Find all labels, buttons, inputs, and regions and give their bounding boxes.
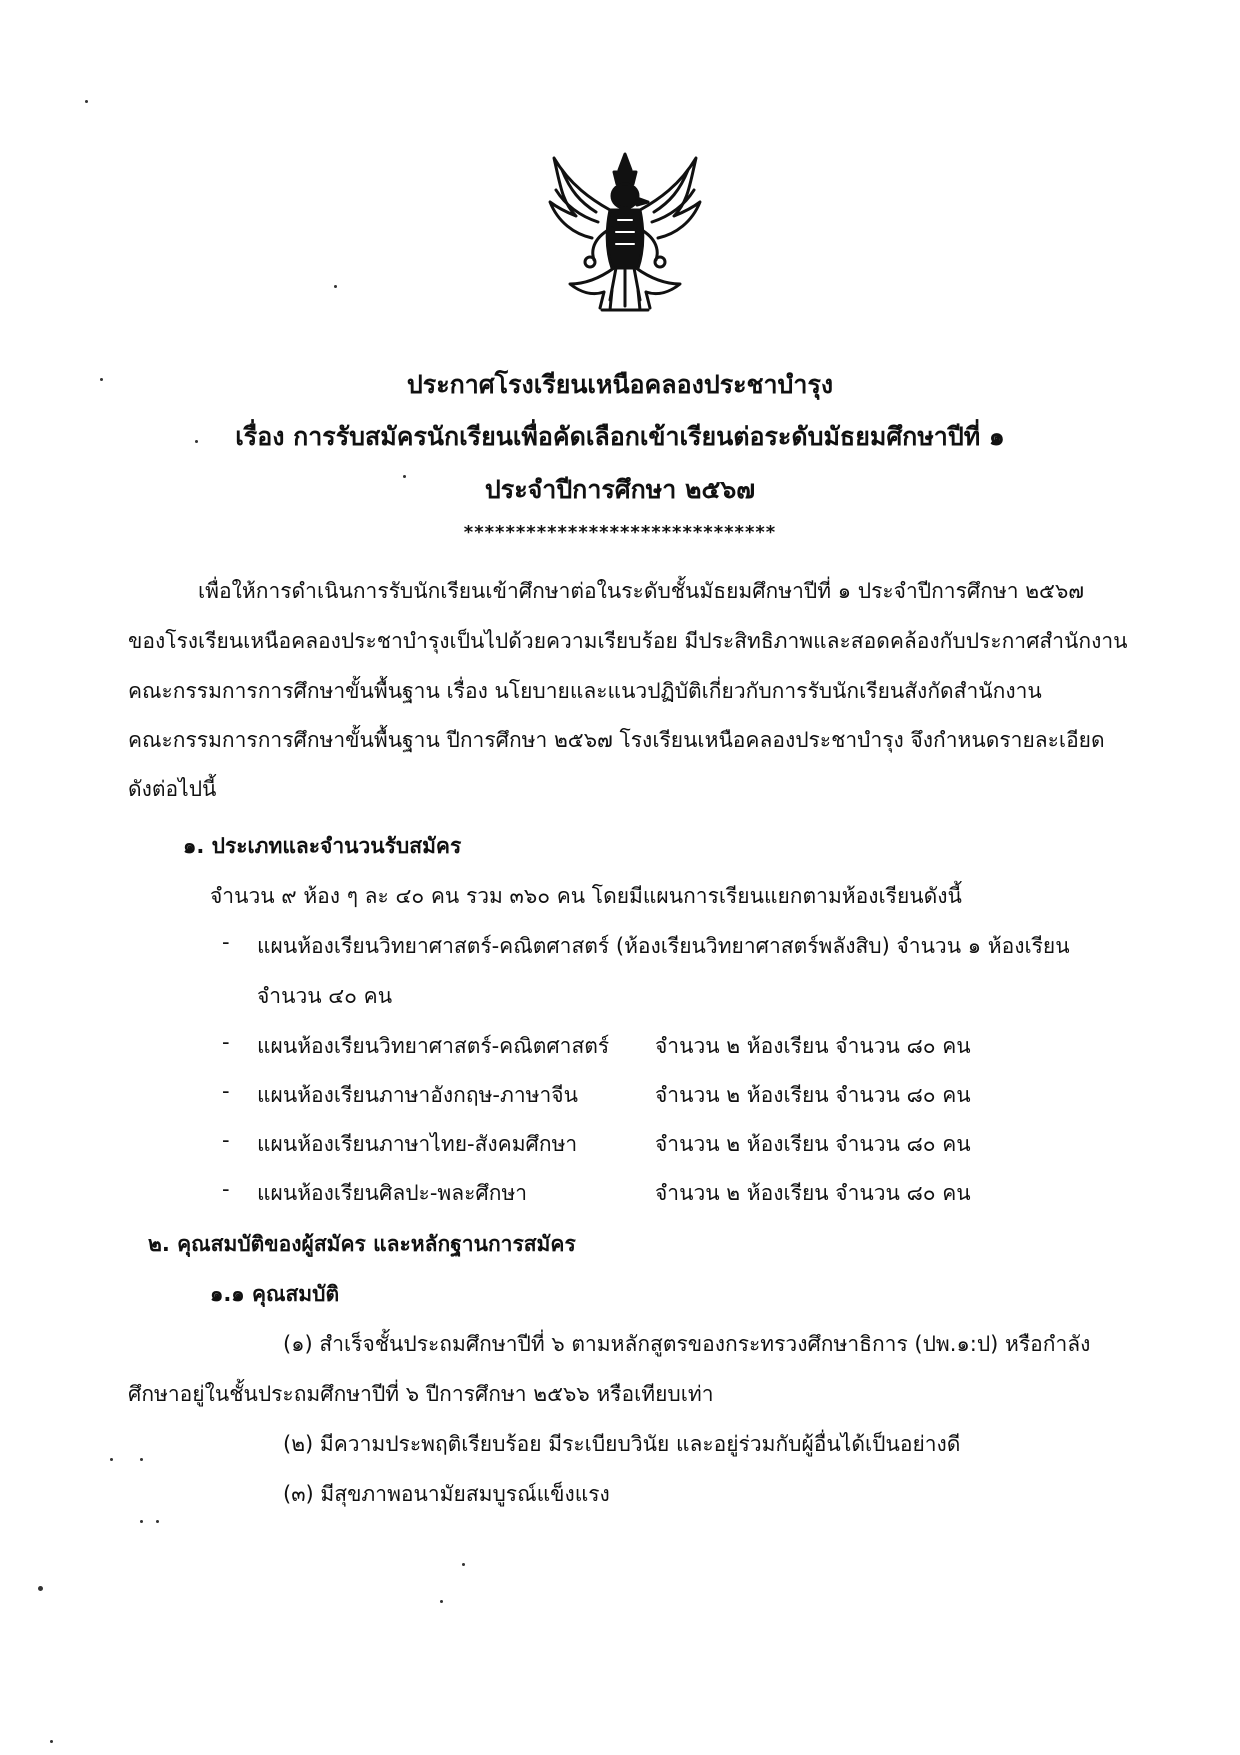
qualification-3: (๓) มีสุขภาพอนามัยสมบูรณ์แข็งแรง bbox=[283, 1482, 610, 1506]
scan-speck bbox=[140, 1520, 143, 1523]
intro-line-1: เพื่อให้การดำเนินการรับนักเรียนเข้าศึกษาต่อในระดับชั้นมัธยมศึกษาปีที่ ๑ ประจำปีการศึกษา ๒๕๖๗ bbox=[198, 579, 1085, 603]
scan-speck bbox=[440, 1600, 443, 1603]
plan-name: แผนห้องเรียนภาษาอังกฤษ-ภาษาจีน bbox=[257, 1083, 578, 1107]
section-2-heading: ๒. คุณสมบัติของผู้สมัคร และหลักฐานการสมัคร bbox=[148, 1232, 576, 1256]
scan-speck bbox=[334, 285, 337, 288]
scan-speck bbox=[100, 378, 103, 381]
qualification-2: (๒) มีความประพฤติเรียบร้อย มีระเบียบวินัย และอยู่ร่วมกับผู้อื่นได้เป็นอย่างดี bbox=[283, 1432, 961, 1456]
intro-line-4: คณะกรรมการการศึกษาขั้นพื้นฐาน ปีการศึกษา ๒๕๖๗ โรงเรียนเหนือคลองประชาบำรุง จึงกำหนดรายละเอียด bbox=[128, 728, 1105, 752]
plan-count: จำนวน ๒ ห้องเรียน จำนวน ๘๐ คน bbox=[655, 1034, 971, 1058]
intro-line-2: ของโรงเรียนเหนือคลองประชาบำรุงเป็นไปด้วยความเรียบร้อย มีประสิทธิภาพและสอดคล้องกับประกาศสำนักงาน bbox=[128, 629, 1128, 653]
intro-line-5: ดังต่อไปนี้ bbox=[128, 777, 217, 801]
scan-speck bbox=[403, 475, 406, 478]
qualifications-heading: ๑.๑ คุณสมบัติ bbox=[210, 1282, 340, 1306]
scan-speck bbox=[50, 1740, 53, 1743]
scan-speck bbox=[195, 440, 198, 443]
plan-count: จำนวน ๒ ห้องเรียน จำนวน ๘๐ คน bbox=[655, 1083, 971, 1107]
plan-name: แผนห้องเรียนภาษาไทย-สังคมศึกษา bbox=[257, 1132, 578, 1156]
intro-line-3: คณะกรรมการการศึกษาขั้นพื้นฐาน เรื่อง นโยบายและแนวปฏิบัติเกี่ยวกับการรับนักเรียนสังกัดสำนักงาน bbox=[128, 679, 1042, 703]
scan-speck bbox=[140, 1458, 143, 1461]
announcement-subject: เรื่อง การรับสมัครนักเรียนเพื่อคัดเลือกเข้าเรียนต่อระดับมัธยมศึกษาปีที่ ๑ bbox=[235, 422, 1005, 451]
plan-count: จำนวน ๒ ห้องเรียน จำนวน ๘๐ คน bbox=[655, 1181, 971, 1205]
qualification-1: (๑) สำเร็จชั้นประถมศึกษาปีที่ ๖ ตามหลักสูตรของกระทรวงศึกษาธิการ (ปพ.๑:ป) หรือกำลัง bbox=[283, 1332, 1091, 1356]
scan-speck bbox=[110, 1458, 113, 1461]
bullet-dash: - bbox=[222, 1030, 230, 1054]
scan-speck bbox=[462, 1563, 465, 1566]
plan-count: จำนวน ๒ ห้องเรียน จำนวน ๘๐ คน bbox=[655, 1132, 971, 1156]
plan-science-math-special-count: จำนวน ๔๐ คน bbox=[257, 984, 393, 1008]
bullet-dash: - bbox=[222, 1128, 230, 1152]
section-1-summary: จำนวน ๙ ห้อง ๆ ละ ๔๐ คน รวม ๓๖๐ คน โดยมีแผนการเรียนแยกตามห้องเรียนดังนี้ bbox=[210, 884, 962, 908]
garuda-emblem-icon bbox=[540, 150, 710, 325]
separator-stars: ****************************** bbox=[463, 522, 777, 543]
plan-name: แผนห้องเรียนศิลปะ-พละศึกษา bbox=[257, 1181, 528, 1205]
section-1-heading: ๑. ประเภทและจำนวนรับสมัคร bbox=[183, 834, 462, 858]
academic-year: ประจำปีการศึกษา ๒๕๖๗ bbox=[484, 475, 756, 504]
plan-science-math-special: แผนห้องเรียนวิทยาศาสตร์-คณิตศาสตร์ (ห้องเรียนวิทยาศาสตร์พลังสิบ) จำนวน ๑ ห้องเรียน bbox=[257, 934, 1070, 958]
qualification-1-cont: ศึกษาอยู่ในชั้นประถมศึกษาปีที่ ๖ ปีการศึกษา ๒๕๖๖ หรือเทียบเท่า bbox=[128, 1382, 714, 1406]
scan-speck bbox=[156, 1520, 159, 1523]
bullet-dash: - bbox=[222, 1177, 230, 1201]
scan-speck bbox=[38, 1586, 43, 1591]
scan-speck bbox=[85, 100, 88, 103]
announcement-title: ประกาศโรงเรียนเหนือคลองประชาบำรุง bbox=[406, 370, 834, 399]
plan-name: แผนห้องเรียนวิทยาศาสตร์-คณิตศาสตร์ bbox=[257, 1034, 610, 1058]
bullet-dash: - bbox=[222, 1079, 230, 1103]
bullet-dash: - bbox=[222, 930, 230, 954]
